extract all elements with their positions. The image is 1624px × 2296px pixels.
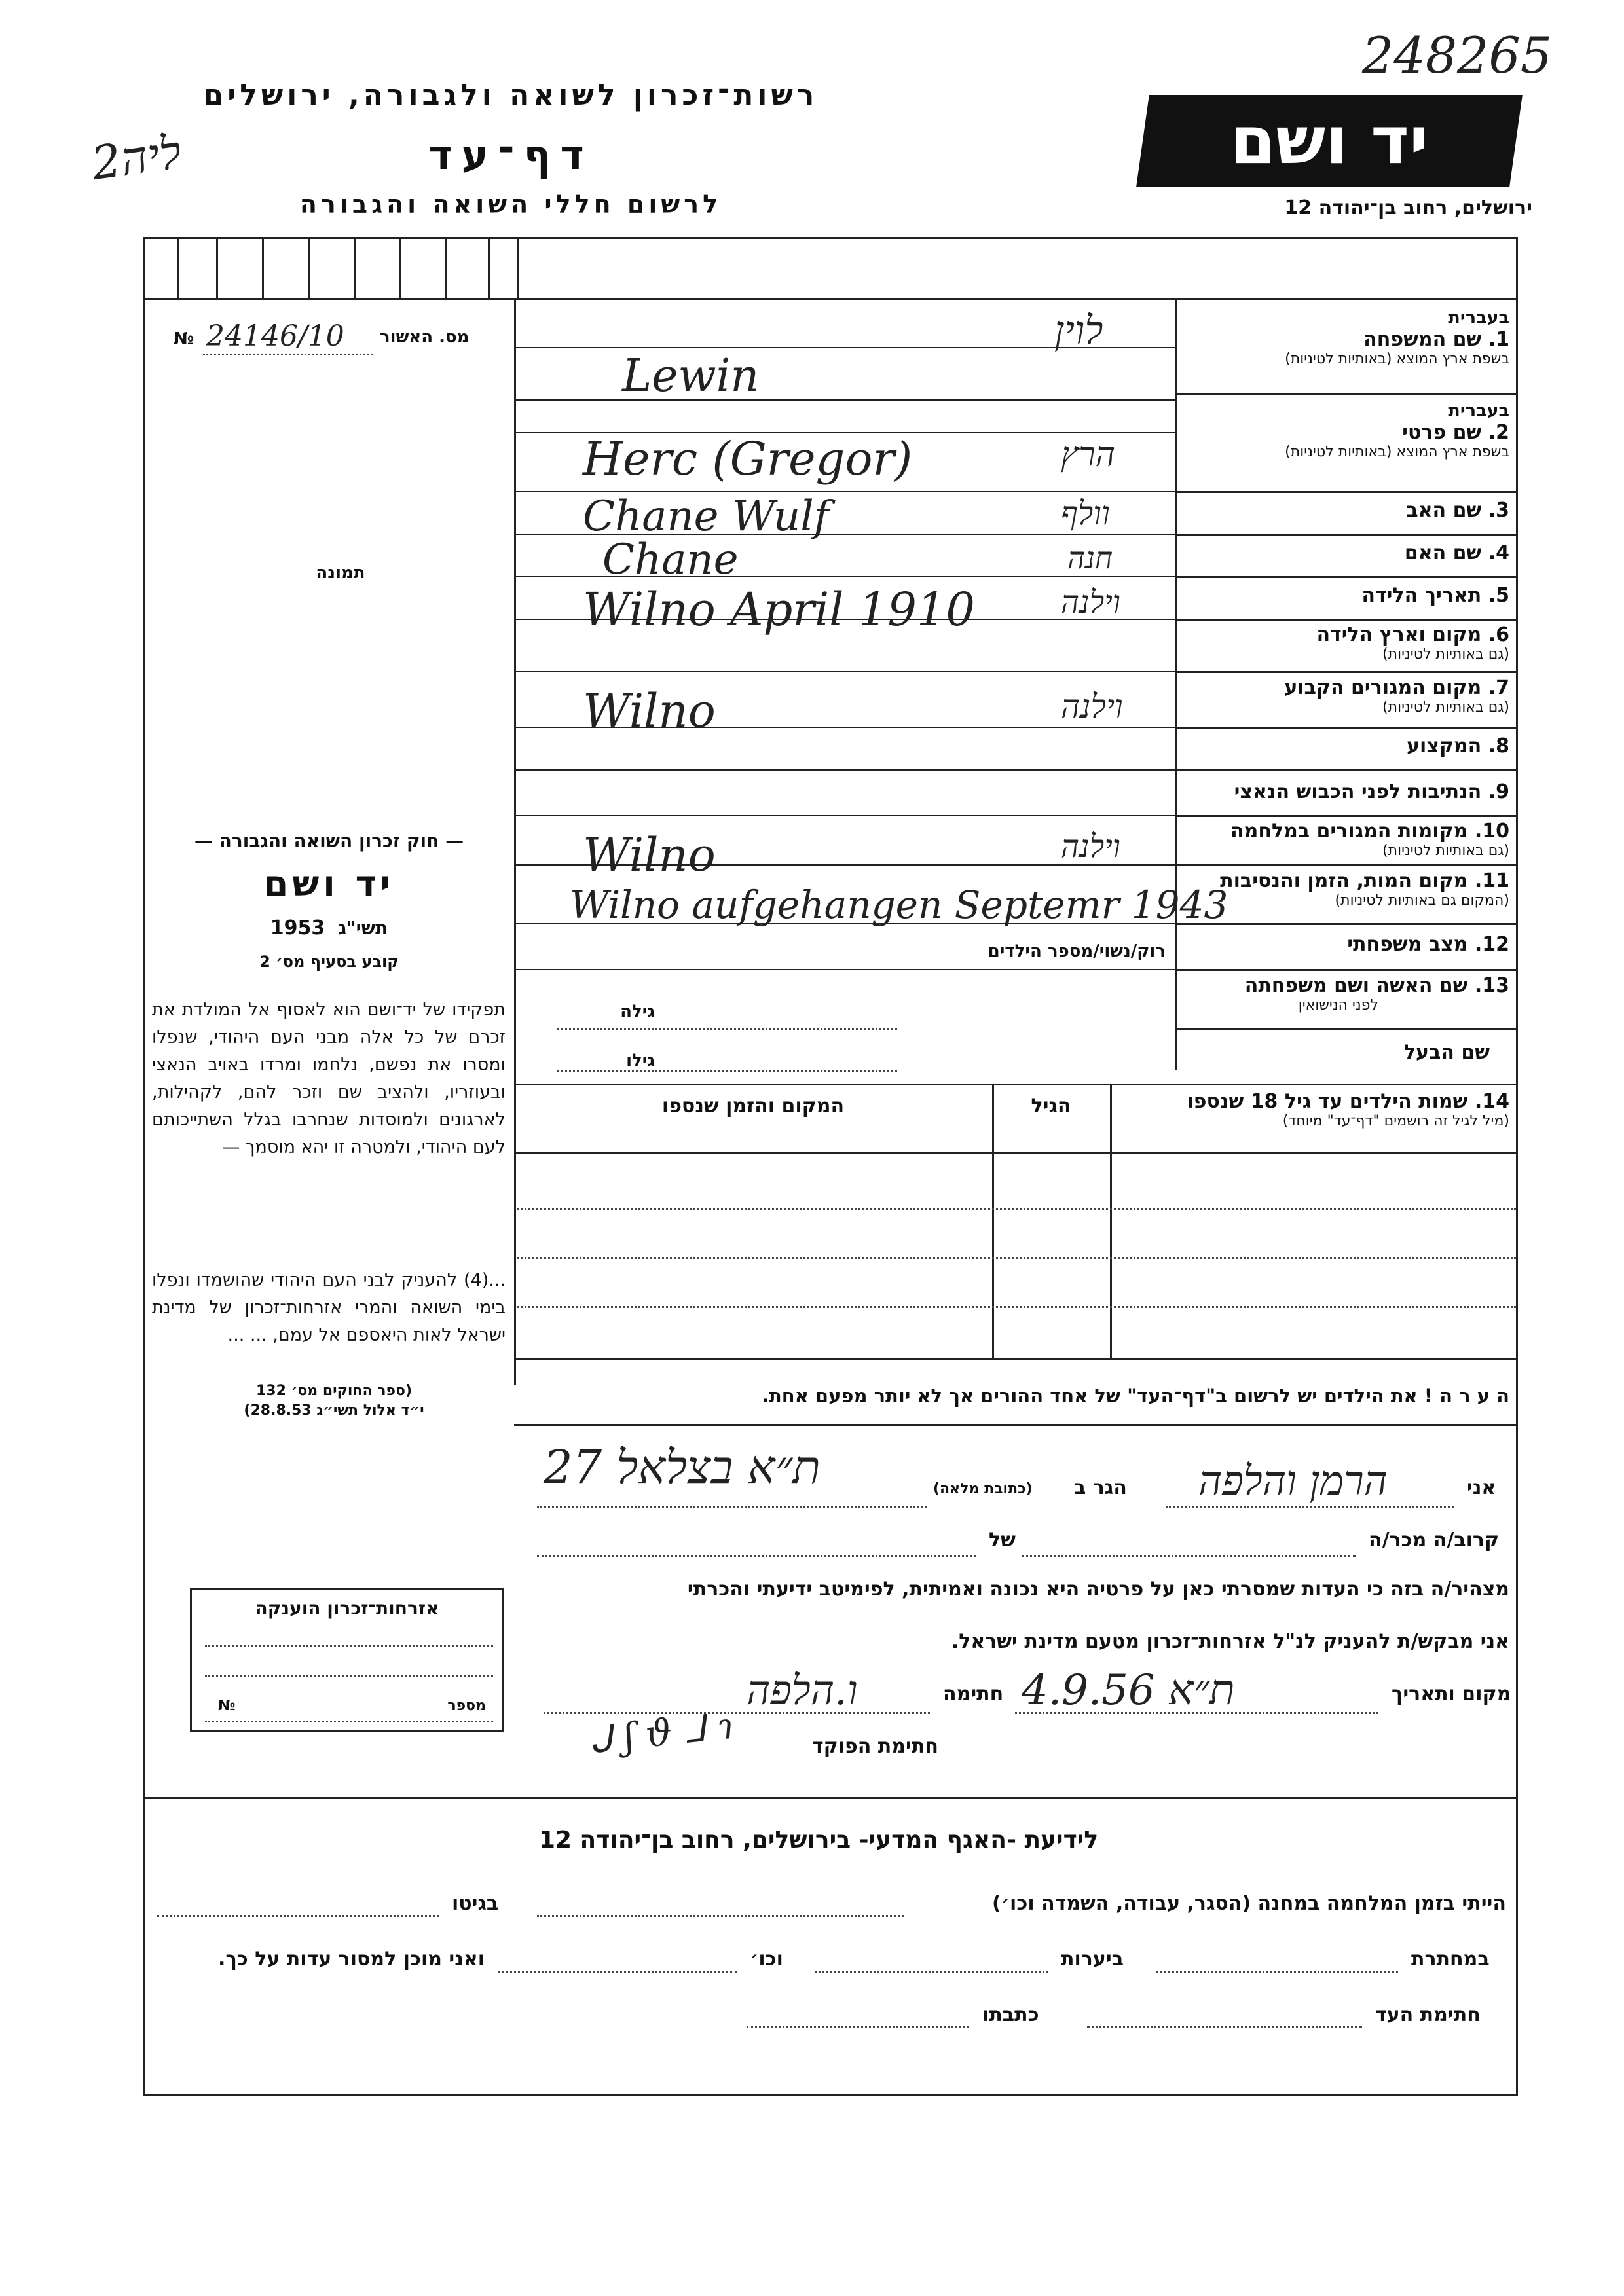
field-death-circumstances (1182, 869, 1509, 909)
entry-line (514, 399, 1175, 401)
field-label: 2. שם פרטי (1402, 421, 1509, 444)
footer-witness-dotted (1087, 2026, 1362, 2028)
witness-name-line (1166, 1506, 1454, 1508)
field-father-name: 3. שם האב (1406, 499, 1509, 522)
field-marital-status: 12. מצב משפחתי (1347, 933, 1509, 956)
entry-hebrew-birth: וילנה (1061, 584, 1121, 621)
top-boxes-line (143, 298, 1518, 300)
footer-underground: במחתרת (1411, 1948, 1490, 1971)
field-sub: בשפת ארץ המוצא (באותיות לטיניות) (1285, 351, 1509, 367)
entry-line (514, 969, 1175, 970)
row-separator (1175, 491, 1518, 493)
officer-signature: ᒍ ʃ ϑ ᒧ ɿ (587, 1704, 736, 1762)
relation-label: קרוב/ה מכר/ה (1369, 1529, 1500, 1552)
entry-hebrew-residence: וילנה (1061, 687, 1123, 725)
sidebar-separator (514, 298, 516, 1385)
place-date-line (1015, 1712, 1378, 1714)
field-sub: (גם באותיות לטיניות) (1382, 646, 1509, 663)
entry-latin-death: Wilno aufgehangen Septemr 1943 (570, 883, 1228, 927)
field-sub: (גם באותיות לטיניות) (1382, 843, 1509, 859)
field-label: 11. מקום המות, הזמן והנסיבות (1220, 869, 1509, 892)
footer-line1: הייתי בזמן המלחמה במחנה (הסגר, עבודה, השמדה וכו׳) (992, 1892, 1506, 1915)
law-reference-2: י״ד אלול תשי״ג 28.8.53) (244, 1402, 424, 1419)
declaration-statement: מצהיר/ה בזה כי העדות שמסרתי כאן על פרטיה היא נכונה ואמיתית, לפימיטב ידיעתי והכרתי (687, 1578, 1509, 1601)
witness-address-line (537, 1506, 927, 1508)
law-name: יד ושם (263, 863, 395, 904)
footer-etc-dotted (498, 1971, 737, 1973)
entry-hebrew-wartime: וילנה (1061, 828, 1121, 865)
field-marital-options: רוק/נשוי/מספר הילדים (987, 941, 1166, 961)
approval-no-prefix: № (174, 329, 194, 349)
field-birth-date: 5. תאריך הלידה (1361, 584, 1509, 607)
yad-vashem-logo (1136, 95, 1522, 187)
field-birth-place (1182, 623, 1509, 663)
declaration-request: אני מבקש/ת להעניק לנ"ל אזרחות־זכרון מטעם מדינת ישראל. (951, 1630, 1509, 1653)
law-reference-1: (ספר החוקים מס׳ 132 (255, 1383, 413, 1399)
children-note: ה ע ר ה ! את הילדים יש לרשום ב"דף־העד" של אחד ההורים אך לא יותר מפעם אחת. (761, 1385, 1509, 1407)
field-wife-age-label: גילה (620, 1002, 655, 1021)
signature-line (544, 1712, 930, 1714)
field-label: 1. שם המשפחה (1363, 328, 1509, 351)
field-label: 6. מקום וארץ הלידה (1316, 623, 1509, 646)
row-separator (1175, 619, 1518, 621)
footer-underground-dotted (1156, 1971, 1398, 1973)
field-tag: בעברית (1448, 308, 1509, 328)
approval-label: מס. האשור (380, 327, 470, 347)
entry-hebrew-first-name: הרץ (1061, 435, 1116, 475)
field-mother-name: 4. שם האם (1404, 541, 1509, 564)
row-separator (1175, 769, 1518, 771)
witness-address: ת״א בצלאל 27 (544, 1440, 821, 1494)
box-divider (517, 237, 519, 298)
field-sub: (גם באותיות לטיניות) (1382, 699, 1509, 716)
box-divider (399, 237, 401, 298)
relation-of-line (537, 1555, 976, 1557)
approval-dotted-line (203, 354, 373, 355)
entry-line (514, 769, 1175, 771)
field-sub: בשפת ארץ המוצא (באותיות לטיניות) (1285, 444, 1509, 460)
footer-ghetto-dotted (157, 1915, 439, 1917)
footer-etc: וכו׳ (750, 1948, 783, 1971)
citizenship-no-label: מספר (447, 1698, 486, 1714)
footer-ready-to-testify: ואני מוכן למסור עדות על כך. (218, 1948, 485, 1971)
box-divider (445, 237, 447, 298)
row-separator (1175, 727, 1518, 729)
citizenship-line (205, 1645, 493, 1647)
signature-label: חתימה (943, 1683, 1004, 1705)
footer-witness-signature: חתימת העד (1375, 2003, 1481, 2026)
law-year-hebrew: תשי"ג (338, 917, 388, 939)
law-title: — חוק זכרון השואה והגבורה — (194, 830, 464, 852)
children-row-line (517, 1257, 1516, 1259)
entry-latin-residence: Wilno (583, 684, 716, 738)
citizenship-line (205, 1721, 493, 1722)
entry-line (514, 671, 1175, 672)
field-tag: בעברית (1448, 401, 1509, 421)
row-separator (1175, 576, 1518, 578)
row-separator (1175, 969, 1518, 971)
box-divider (488, 237, 490, 298)
children-col-separator (992, 1084, 994, 1358)
children-col-separator (1110, 1084, 1112, 1358)
field-residence (1182, 676, 1509, 716)
entry-line (514, 815, 1175, 816)
entry-hebrew-mother: חנה (1067, 540, 1113, 575)
witness-name: הרמן והלפה (1198, 1457, 1388, 1504)
row-separator (1175, 393, 1518, 395)
footer-ghetto: בגיטו (452, 1892, 499, 1915)
children-sub: (מיל לגיל זה רושמים "דף־עד" מיוחד) (1282, 1113, 1509, 1129)
entry-hebrew-family-name: לוין (1054, 308, 1103, 354)
footer-title: לידיעת -האגף המדעי- בירושלים, רחוב בן־יהודה 12 (538, 1827, 1099, 1853)
signature: ו.הלפה (747, 1666, 858, 1714)
footer-line1-dotted (537, 1915, 904, 1917)
box-divider (216, 237, 218, 298)
field-label: 10. מקומות המגורים במלחמה (1230, 820, 1509, 843)
stamp-number: 248265 (1362, 26, 1553, 84)
note-bottom-line (514, 1424, 1518, 1426)
box-divider (354, 237, 356, 298)
entry-latin-mother: Chane (602, 536, 739, 584)
field-first-name (1182, 401, 1509, 460)
field-label: 13. שם האשה ושם משפחתה (1244, 974, 1509, 997)
entry-latin-birth: Wilno April 1910 (583, 583, 975, 636)
note-top-line (514, 1358, 1518, 1360)
entry-latin-father: Chane Wulf (583, 492, 830, 541)
law-clause: קובע בסעיף מס׳ 2 (259, 953, 399, 971)
entry-latin-family-name: Lewin (622, 350, 760, 402)
row-separator (1175, 1028, 1518, 1030)
row-separator (1175, 815, 1518, 817)
label-column-separator (1175, 298, 1177, 1070)
children-header (1116, 1090, 1509, 1129)
footer-separator (143, 1797, 1518, 1799)
law-year: 1953 (270, 917, 325, 939)
field-sub: לפני הנישואין (1298, 997, 1378, 1013)
footer-address-dotted (747, 2026, 969, 2028)
footer-forests-dotted (815, 1971, 1048, 1973)
children-row-line (517, 1306, 1516, 1308)
address-hint: (כתובת מלאה) (933, 1481, 1033, 1497)
officer-label: חתימת הפוקד (812, 1735, 938, 1758)
citizenship-box (190, 1588, 504, 1732)
header-address: ירושלים, רחוב בן־יהודה 12 (1284, 196, 1532, 219)
form-title: דף־עד (428, 131, 593, 179)
children-table-top (514, 1084, 1518, 1085)
citizenship-no-prefix: № (218, 1698, 236, 1714)
place-date: ת״א 4.9.56 (1022, 1666, 1235, 1715)
field-pre-war-activity: 9. הנתיבות לפני הכבוש הנאצי (1234, 780, 1509, 803)
children-col-place: המקום והזמן שנספו (661, 1095, 845, 1118)
footer-forests: ביערות (1061, 1948, 1124, 1971)
citizenship-title: אזרחות־זכרון הוענקה (255, 1597, 439, 1619)
row-separator (1175, 671, 1518, 673)
field-wartime-residence (1182, 820, 1509, 859)
law-year-row (151, 917, 507, 939)
authority-name: רשות־זכרון לשואה ולגבורה, ירושלים (203, 79, 819, 112)
margin-note: ליה2 (88, 124, 185, 191)
decl-lives-in: הגר ב (1074, 1476, 1127, 1499)
field-family-name (1182, 308, 1509, 367)
decl-prefix: אני (1467, 1476, 1496, 1499)
place-date-label: מקום ותאריך (1392, 1683, 1511, 1705)
entry-dotted-line (557, 1070, 897, 1072)
box-divider (262, 237, 264, 298)
children-col-age: הגיל (1031, 1095, 1071, 1118)
entry-dotted-line (557, 1028, 897, 1030)
relation-line (1022, 1555, 1356, 1557)
law-text: תפקידו של יד־ושם הוא לאסוף אל המולדת את זכרם של כל אלה מבני העם היהודי, שנפלו ומסרו את נפשם, נלחמו ומרדו באויב הנאצי ובעוזריו, ולהציב שם וזכר להם, לקהילות, לארגונים ולמוסדות שנחרבו בגלל השתייכותם לעם היהודי, ולמטרה זו יהא מוסמך — (152, 1000, 506, 1157)
field-profession: 8. המקצוע (1406, 735, 1509, 757)
relation-of: של (989, 1529, 1016, 1552)
field-sub: (המקום גם באותיות לטיניות) (1335, 892, 1509, 909)
field-wife-name (1182, 974, 1509, 1013)
entry-latin-wartime: Wilno (583, 828, 716, 882)
form-subtitle: לרשום חללי השואה והגבורה (299, 190, 722, 219)
row-separator (1175, 864, 1518, 866)
entry-latin-first-name: Herc (Gregor) (583, 432, 913, 486)
citizenship-line (205, 1675, 493, 1677)
children-label: 14. שמות הילדים עד גיל 18 שנספו (1187, 1090, 1509, 1113)
children-table-header-line (514, 1152, 1518, 1154)
logo-text: יד ושם (1230, 102, 1429, 179)
box-divider (308, 237, 310, 298)
box-divider (177, 237, 179, 298)
photo-label: תמונה (316, 563, 365, 583)
entry-hebrew-father: וולף (1061, 494, 1110, 532)
approval-number: 24146/10 (206, 319, 344, 353)
field-husband-age-label: גילו (626, 1051, 655, 1070)
row-separator (1175, 534, 1518, 536)
field-label: 7. מקום המגורים הקבוע (1284, 676, 1509, 699)
children-row-line (517, 1208, 1516, 1210)
field-husband-name: שם הבעל (1403, 1041, 1490, 1064)
footer-address: כתבתו (982, 2003, 1039, 2026)
law-text-citizenship: ...(4) להעניק לבני העם היהודי שהושמדו ונפלו בימי השואה והמרי אזרחות־זכרון של מדינת ישראל לאות היאספם אל עמם, ... ... (152, 1270, 506, 1345)
